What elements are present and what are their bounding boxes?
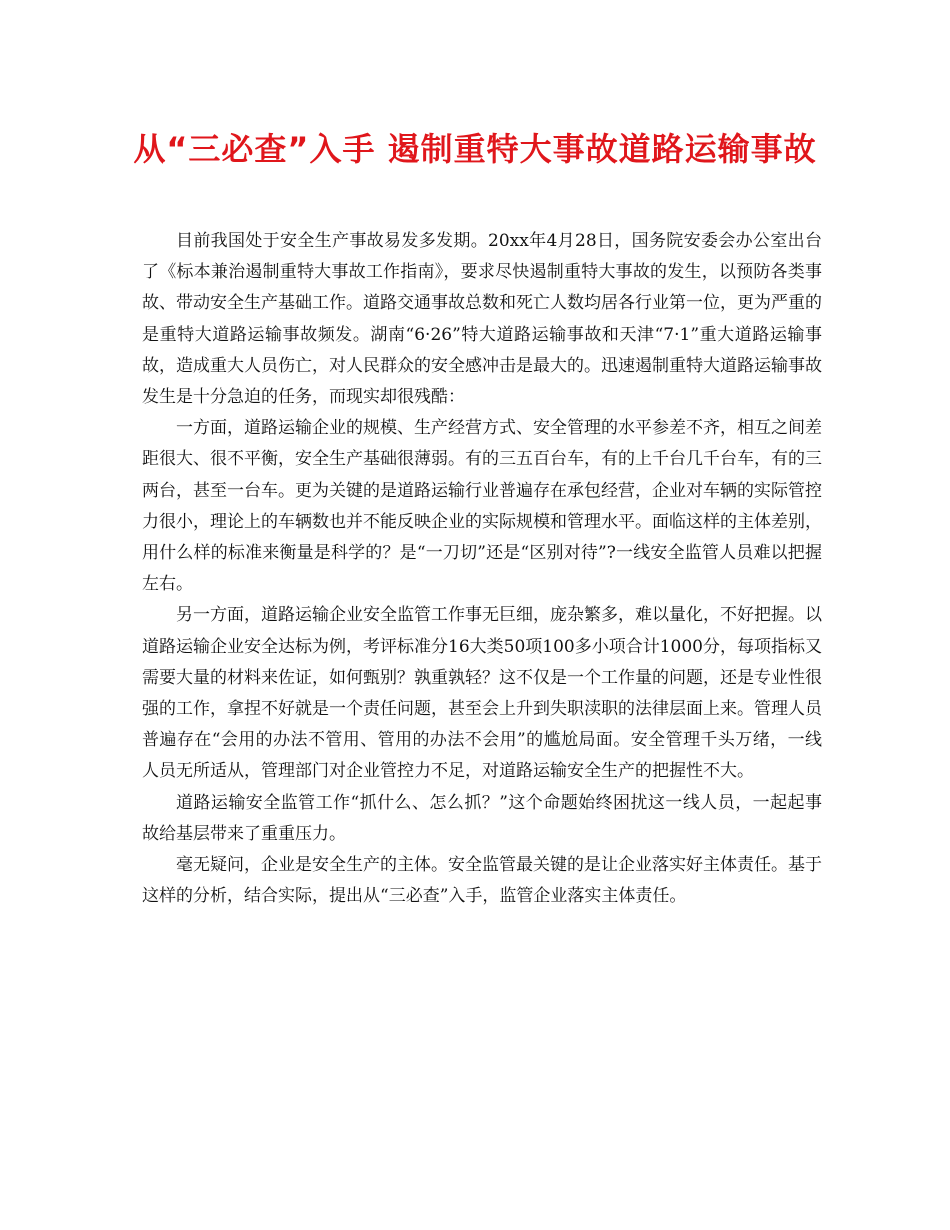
paragraph: 一方面，道路运输企业的规模、生产经营方式、安全管理的水平参差不齐，相互之间差距很大、很不平衡，安全生产基础很薄弱。有的三五百台车，有的上千台几千台车，有的三两台，甚至一台车。更为关键的是道路运输行业普遍存在承包经营，企业对车辆的实际管控力很小，理论上的车辆数也并不能反映企业的实际规模和管理水平。面临这样的主体差别，用什么样的标准来衡量是科学的？是“一刀切”还是“区别对待”?一线安全监管人员难以把握左右。 [142,418,822,595]
paragraph: 目前我国处于安全生产事故易发多发期。20xx年4月28日，国务院安委会办公室出台了《标本兼治遏制重特大事故工作指南》，要求尽快遏制重特大事故的发生，以预防各类事故、带动安全生产基础工作。道路交通事故总数和死亡人数均居各行业第一位，更为严重的是重特大道路运输事故频发。湖南“6·26”特大道路运输事故和天津“7·1”重大道路运输事故，造成重大人员伤亡，对人民群众的安全感冲击是最大的。迅速遏制重特大道路运输事故发生是十分急迫的任务，而现实却很残酷： [142,231,822,408]
paragraph: 另一方面，道路运输企业安全监管工作事无巨细，庞杂繁多，难以量化，不好把握。以道路运输企业安全达标为例，考评标准分16大类50项100多小项合计1000分，每项指标又需要大量的材料来佐证，如何甄别？孰重孰轻？这不仅是一个工作量的问题，还是专业性很强的工作，拿捏不好就是一个责任问题，甚至会上升到失职渎职的法律层面上来。管理人员普遍存在“会用的办法不管用、管用的办法不会用”的尴尬局面。安全管理千头万绪，一线人员无所适从，管理部门对企业管控力不足，对道路运输安全生产的把握性不大。 [142,605,822,782]
paragraph: 道路运输安全监管工作“抓什么、怎么抓？”这个命题始终困扰这一线人员，一起起事故给基层带来了重重压力。 [142,792,822,844]
document-body [142,226,822,912]
document-title: 从“三必查”入手 遏制重特大事故道路运输事故 [133,130,817,168]
paragraph: 毫无疑问，企业是安全生产的主体。安全监管最关键的是让企业落实好主体责任。基于这样的分析，结合实际，提出从“三必查”入手，监管企业落实主体责任。 [142,855,822,907]
